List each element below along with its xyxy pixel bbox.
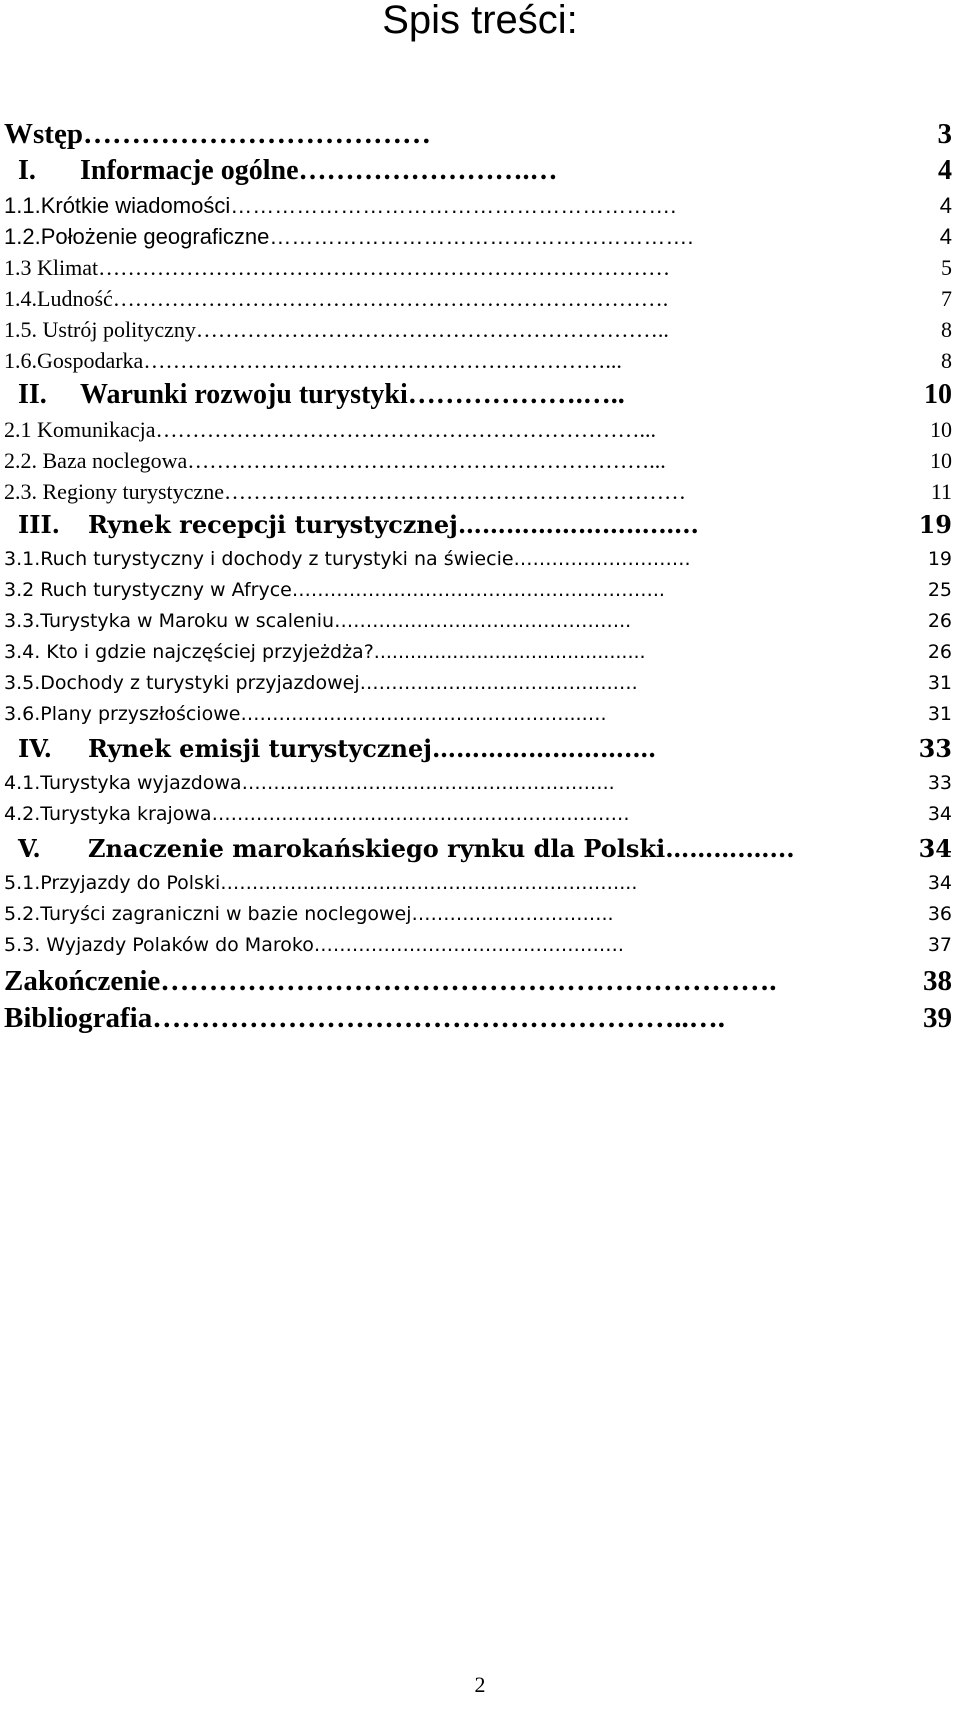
toc-leader: …………………….…: [431, 734, 657, 763]
toc-leader: ……………………….: [513, 548, 691, 570]
toc-leader: …………………………………………………………...: [155, 417, 657, 442]
table-of-contents: [4, 118, 952, 1039]
toc-leader: …………………………………………………….: [230, 193, 677, 218]
toc-section-3-4[interactable]: [4, 641, 952, 672]
toc-leader: ………………………………………………..….: [152, 1002, 725, 1034]
chapter-title: Warunki rozwoju turystyki: [80, 379, 408, 410]
toc-page: 4: [939, 224, 952, 249]
toc-leader: ………………………………………..: [334, 610, 632, 632]
toc-page: 4: [938, 155, 952, 186]
toc-title: 1.2.Położenie geograficzne: [4, 224, 270, 249]
toc-title: Zakończenie: [4, 965, 161, 997]
toc-page: 38: [923, 965, 952, 997]
toc-title: 4.2.Turystyka krajowa: [4, 803, 212, 825]
toc-leader: …………………………………………………..: [291, 579, 665, 601]
toc-title: 1.1.Krótkie wiadomości: [4, 193, 231, 218]
toc-chapter-1[interactable]: [4, 155, 952, 193]
chapter-title: Rynek recepcji turystycznej: [88, 510, 458, 539]
toc-page: 34: [918, 834, 952, 863]
toc-section-1-1[interactable]: [4, 193, 952, 224]
toc-page: 19: [927, 548, 952, 570]
toc-page: 26: [927, 610, 952, 632]
toc-leader: …………………….…: [298, 155, 558, 186]
toc-page: 25: [927, 579, 952, 601]
toc-section-1-6[interactable]: [4, 348, 952, 379]
toc-page: 7: [941, 286, 952, 311]
toc-title: 2.1 Komunikacja: [4, 417, 156, 442]
toc-title: 1.6.Gospodarka: [4, 348, 144, 373]
toc-leader: ……………………………………………………………………: [98, 255, 671, 280]
toc-title: Wstęp: [4, 118, 83, 150]
toc-entry-bibliography[interactable]: [4, 1002, 952, 1039]
toc-page: 8: [941, 348, 952, 373]
toc-leader: ………………………………: [82, 118, 431, 150]
toc-leader: ……….…...: [665, 834, 795, 863]
toc-leader: ………………………………………………….: [269, 224, 694, 249]
toc-page: 33: [918, 734, 952, 763]
page-title: Spis treści:: [382, 0, 578, 42]
toc-leader: ……………………………………………………….: [160, 965, 777, 997]
toc-title: 5.1.Przyjazdy do Polski: [4, 872, 221, 894]
chapter-number: V.: [18, 834, 41, 863]
toc-section-2-1[interactable]: [4, 417, 952, 448]
toc-page: 11: [930, 479, 952, 504]
toc-page: 10: [930, 417, 952, 442]
toc-leader: .............................................: [373, 641, 646, 663]
toc-leader: ………………………………………………………...: [187, 448, 666, 473]
toc-leader: …………………….…..: [457, 510, 699, 539]
toc-page: 10: [924, 379, 952, 410]
page-number: 2: [474, 1672, 486, 1697]
toc-title: [4, 734, 432, 763]
toc-page: 34: [927, 803, 952, 825]
toc-title: 1.4.Ludność: [4, 286, 113, 311]
toc-title: 2.2. Baza noclegowa: [4, 448, 188, 473]
toc-section-5-3[interactable]: [4, 934, 952, 965]
toc-title: Bibliografia: [4, 1002, 153, 1034]
toc-leader: ………………………………….….: [359, 672, 638, 694]
toc-leader: ………………………………………………………………….: [112, 286, 669, 311]
toc-section-5-2[interactable]: [4, 903, 952, 934]
toc-title: [4, 155, 299, 187]
chapter-title: Znaczenie marokańskiego rynku dla Polski: [88, 834, 666, 863]
toc-section-3-5[interactable]: [4, 672, 952, 703]
toc-section-1-2[interactable]: [4, 224, 952, 255]
toc-page: 4: [939, 193, 952, 218]
chapter-title: Informacje ogólne: [80, 155, 299, 186]
toc-title: 3.6.Plany przyszłościowe: [4, 703, 241, 725]
toc-entry-intro[interactable]: [4, 118, 952, 155]
toc-section-4-1[interactable]: [4, 772, 952, 803]
toc-section-1-3[interactable]: [4, 255, 952, 286]
toc-title: 3.3.Turystyka w Maroku w scaleniu: [4, 610, 335, 632]
toc-section-1-4[interactable]: [4, 286, 952, 317]
toc-section-3-6[interactable]: [4, 703, 952, 734]
toc-leader: …………………………………………………..: [241, 772, 615, 794]
toc-title: [4, 510, 458, 539]
toc-leader: …………………………..: [411, 903, 614, 925]
toc-title: [4, 834, 665, 863]
toc-title: 3.2 Ruch turystyczny w Afryce: [4, 579, 292, 601]
toc-section-4-2[interactable]: [4, 803, 952, 834]
toc-title: [4, 379, 408, 411]
toc-page: 34: [927, 872, 952, 894]
toc-title: 3.4. Kto i gdzie najczęściej przyjeżdża?: [4, 641, 374, 663]
toc-page: 37: [927, 934, 952, 956]
toc-page: 39: [923, 1002, 952, 1034]
toc-page: 31: [927, 672, 952, 694]
toc-section-1-5[interactable]: [4, 317, 952, 348]
toc-page: 36: [927, 903, 952, 925]
toc-chapter-3[interactable]: [4, 510, 952, 548]
chapter-number: II.: [18, 379, 47, 410]
toc-leader: …………………………………………………………: [211, 803, 630, 825]
toc-entry-conclusion[interactable]: [4, 965, 952, 1002]
toc-page: 5: [941, 255, 952, 280]
chapter-number: III.: [18, 510, 61, 539]
toc-leader: ………………………………………………………...: [143, 348, 622, 373]
toc-chapter-4[interactable]: [4, 734, 952, 772]
toc-leader: ………………………………………………………...: [220, 872, 638, 894]
toc-page: 10: [930, 448, 952, 473]
toc-section-2-2[interactable]: [4, 448, 952, 479]
toc-title: 5.2.Turyści zagraniczni w bazie noclegowej: [4, 903, 412, 925]
toc-title: 3.1.Ruch turystyczny i dochody z turystyki na świecie: [4, 548, 514, 570]
toc-section-3-1[interactable]: [4, 548, 952, 579]
toc-page: 33: [927, 772, 952, 794]
toc-page: 19: [918, 510, 952, 539]
toc-leader: ………………………………………………………..: [195, 317, 669, 342]
toc-section-5-1[interactable]: [4, 872, 952, 903]
toc-title: 2.3. Regiony turystyczne: [4, 479, 224, 504]
toc-page: 26: [927, 641, 952, 663]
toc-page: 8: [941, 317, 952, 342]
toc-title: 1.5. Ustrój polityczny: [4, 317, 196, 342]
toc-section-2-3[interactable]: [4, 479, 952, 510]
toc-title: 4.1.Turystyka wyjazdowa: [4, 772, 242, 794]
toc-section-3-2[interactable]: [4, 579, 952, 610]
toc-page: 3: [937, 118, 952, 150]
chapter-number: I.: [18, 155, 36, 186]
toc-leader: ………………………………………………………: [223, 479, 686, 504]
toc-title: 5.3. Wyjazdy Polaków do Maroko: [4, 934, 314, 956]
toc-leader: ………………………………………….: [313, 934, 624, 956]
toc-page: 31: [927, 703, 952, 725]
toc-title: 3.5.Dochody z turystyki przyjazdowej: [4, 672, 360, 694]
chapter-number: IV.: [18, 734, 53, 763]
toc-leader: ……………….…..: [407, 379, 625, 410]
toc-chapter-5[interactable]: [4, 834, 952, 872]
chapter-title: Rynek emisji turystycznej: [88, 734, 432, 763]
toc-title: 1.3 Klimat: [4, 255, 99, 280]
toc-leader: ……………………………………………...….: [240, 703, 607, 725]
toc-section-3-3[interactable]: [4, 610, 952, 641]
toc-chapter-2[interactable]: [4, 379, 952, 417]
